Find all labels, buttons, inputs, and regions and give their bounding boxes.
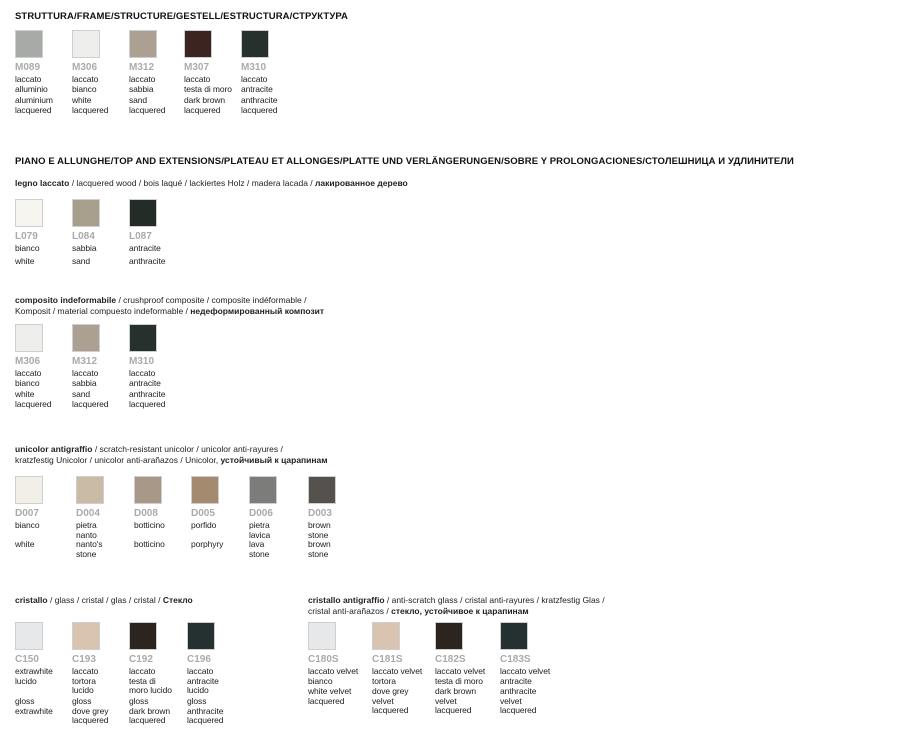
swatch-label-it: porfido [191, 520, 217, 530]
swatch-code: C192 [129, 654, 153, 665]
unicolor-subheading-ru: устойчивый к царапинам [220, 455, 328, 465]
glass-scratch-subheading-bold: cristallo antigraffio [308, 595, 385, 605]
swatch-d003 [308, 476, 336, 504]
glass-scratch-subheading-line2: cristal anti-arañazos / [308, 606, 392, 616]
swatch-label-it: laccato testa di moro [184, 74, 232, 94]
glass-scratch-subheading-ru: стекло, устойчивое к царапинам [391, 606, 529, 616]
swatch-label-it: bianco [15, 243, 40, 253]
structure-heading: STRUTTURA/FRAME/STRUCTURE/GESTELL/ESTRUCTURA/СТРУКТУРА [15, 11, 348, 22]
swatch-label-it: laccato testa di moro lucido [129, 666, 172, 695]
swatch-m089 [15, 30, 43, 58]
swatch-c183s [500, 622, 528, 650]
swatch-code: C180S [308, 654, 339, 665]
glass-subheading-ru: Стекло [162, 595, 193, 605]
swatch-code: M306 [72, 62, 98, 73]
wood-subheading-bold: legno laccato [15, 178, 70, 188]
swatch-c192 [129, 622, 157, 650]
swatch-m312 [72, 324, 100, 352]
swatch-l087 [129, 199, 157, 227]
swatch-label-it: laccato antracite [129, 368, 161, 388]
swatch-code: D003 [308, 508, 332, 519]
swatch-label-it: laccato antracite [241, 74, 273, 94]
wood-subheading-ru: лакированное дерево [315, 178, 408, 188]
swatch-m310 [241, 30, 269, 58]
swatch-label-en: white velvet lacquered [308, 686, 352, 706]
swatch-code: C150 [15, 654, 39, 665]
swatch-label-en: sand lacquered [72, 389, 109, 409]
swatch-code: L087 [129, 231, 152, 242]
swatch-label-it: laccato velvet testa di moro [435, 666, 486, 686]
swatch-label-it: laccato velvet tortora [372, 666, 423, 686]
swatch-label-en: lava stone [249, 539, 270, 559]
swatch-code: L084 [72, 231, 95, 242]
swatch-label-it: bianco [15, 520, 40, 530]
swatch-label-en: anthracite [129, 256, 166, 266]
swatch-label-en: nanto's stone [76, 539, 103, 559]
swatch-label-en: white lacquered [72, 95, 109, 115]
swatch-code: L079 [15, 231, 38, 242]
swatch-code: M312 [72, 356, 98, 367]
wood-subheading [15, 178, 408, 189]
composite-subheading-bold: composito indeformabile [15, 295, 117, 305]
swatch-code: D006 [249, 508, 273, 519]
swatch-label-en: anthracite lacquered [129, 389, 166, 409]
swatch-m310 [129, 324, 157, 352]
swatch-label-it: extrawhite lucido [15, 666, 53, 686]
composite-subheading-rest: / crushproof composite / composite indéformable / [116, 295, 307, 305]
swatch-label-it: laccato bianco [15, 368, 42, 388]
swatch-label-en: gloss extrawhite [15, 696, 53, 716]
swatch-l079 [15, 199, 43, 227]
swatch-c182s [435, 622, 463, 650]
swatch-label-en: sand [72, 256, 91, 266]
swatch-code: C183S [500, 654, 531, 665]
unicolor-subheading [15, 444, 328, 466]
swatch-d007 [15, 476, 43, 504]
swatch-label-en: anthracite lacquered [241, 95, 278, 115]
swatch-label-en: white [15, 539, 35, 549]
swatch-label-it: antracite [129, 243, 161, 253]
swatch-code: D005 [191, 508, 215, 519]
swatch-m306 [72, 30, 100, 58]
swatch-label-it: pietra nanto [76, 520, 97, 540]
swatch-label-en: white lacquered [15, 389, 52, 409]
swatch-label-it: laccato velvet antracite [500, 666, 551, 686]
swatch-label-en: sand lacquered [129, 95, 166, 115]
swatch-label-it: laccato sabbia [129, 74, 156, 94]
swatch-m307 [184, 30, 212, 58]
swatch-code: M312 [129, 62, 155, 73]
swatch-code: D008 [134, 508, 158, 519]
swatch-code: C196 [187, 654, 211, 665]
swatch-label-it: brown stone [308, 520, 331, 540]
swatch-code: M310 [129, 356, 155, 367]
swatch-code: D007 [15, 508, 39, 519]
swatch-code: C182S [435, 654, 466, 665]
composite-subheading-line2: Komposit / material compuesto indeformable / [15, 306, 191, 316]
swatch-label-it: laccato bianco [72, 74, 99, 94]
swatch-l084 [72, 199, 100, 227]
swatch-c150 [15, 622, 43, 650]
swatch-c193 [72, 622, 100, 650]
swatch-label-it: sabbia [72, 243, 97, 253]
swatch-label-en: gloss anthracite lacquered [187, 696, 224, 725]
swatch-code: M310 [241, 62, 267, 73]
swatch-code: M306 [15, 356, 41, 367]
swatch-c181s [372, 622, 400, 650]
swatch-d008 [134, 476, 162, 504]
unicolor-subheading-line2: kratzfestig Unicolor / unicolor anti-arañazos / Unicolor, [15, 455, 221, 465]
swatch-label-it: pietra lavica [249, 520, 271, 540]
glass-subheading [15, 595, 193, 606]
wood-subheading-rest: / lacquered wood / bois laqué / lackiertes Holz / madera lacada / [69, 178, 316, 188]
swatch-label-it: laccato alluminio [15, 74, 48, 94]
top-heading-ru: СТОЛЕШНИЦА И УДЛИНИТЕЛИ [645, 156, 794, 167]
swatch-label-en: dark brown lacquered [184, 95, 226, 115]
swatch-label-en: aluminium lacquered [15, 95, 53, 115]
swatch-code: D004 [76, 508, 100, 519]
swatch-label-en: white [15, 256, 35, 266]
swatch-code: C193 [72, 654, 96, 665]
top-heading-main: PIANO E ALLUNGHE/TOP AND EXTENSIONS/PLATEAU ET ALLONGES/PLATTE UND VERLÄNGERUNGEN/SOBRE Y PROLONGACIONES/ [15, 156, 646, 167]
swatch-code: M089 [15, 62, 41, 73]
unicolor-subheading-bold: unicolor antigraffio [15, 444, 93, 454]
swatch-label-it: laccato velvet bianco [308, 666, 359, 686]
swatch-c180s [308, 622, 336, 650]
swatch-label-en: anthracite velvet lacquered [500, 686, 537, 715]
swatch-label-it: laccato antracite lucido [187, 666, 219, 695]
swatch-label-en: gloss dark brown lacquered [129, 696, 171, 725]
swatch-label-en: dove grey velvet lacquered [372, 686, 409, 715]
top-heading [15, 156, 794, 167]
swatch-label-en: porphyry [191, 539, 224, 549]
glass-subheading-rest: / glass / cristal / glas / cristal / [47, 595, 163, 605]
glass-scratch-subheading-rest: / anti-scratch glass / cristal anti-rayures / kratzfestig Glas / [384, 595, 605, 605]
glass-subheading-bold: cristallo [15, 595, 48, 605]
swatch-code: M307 [184, 62, 210, 73]
composite-subheading-ru: недеформированный композит [190, 306, 325, 316]
swatch-label-en: botticino [134, 539, 165, 549]
swatch-m312 [129, 30, 157, 58]
swatch-d004 [76, 476, 104, 504]
swatch-label-it: laccato tortora lucido [72, 666, 99, 695]
swatch-code: C181S [372, 654, 403, 665]
swatch-label-en: brown stone [308, 539, 331, 559]
swatch-label-en: dark brown velvet lacquered [435, 686, 477, 715]
swatch-c196 [187, 622, 215, 650]
composite-subheading [15, 295, 324, 317]
unicolor-subheading-rest: / scratch-resistant unicolor / unicolor anti-rayures / [92, 444, 283, 454]
glass-scratch-subheading [308, 595, 605, 617]
swatch-m306 [15, 324, 43, 352]
swatch-label-en: gloss dove grey lacquered [72, 696, 109, 725]
swatch-label-it: botticino [134, 520, 165, 530]
swatch-d005 [191, 476, 219, 504]
swatch-label-it: laccato sabbia [72, 368, 99, 388]
swatch-d006 [249, 476, 277, 504]
